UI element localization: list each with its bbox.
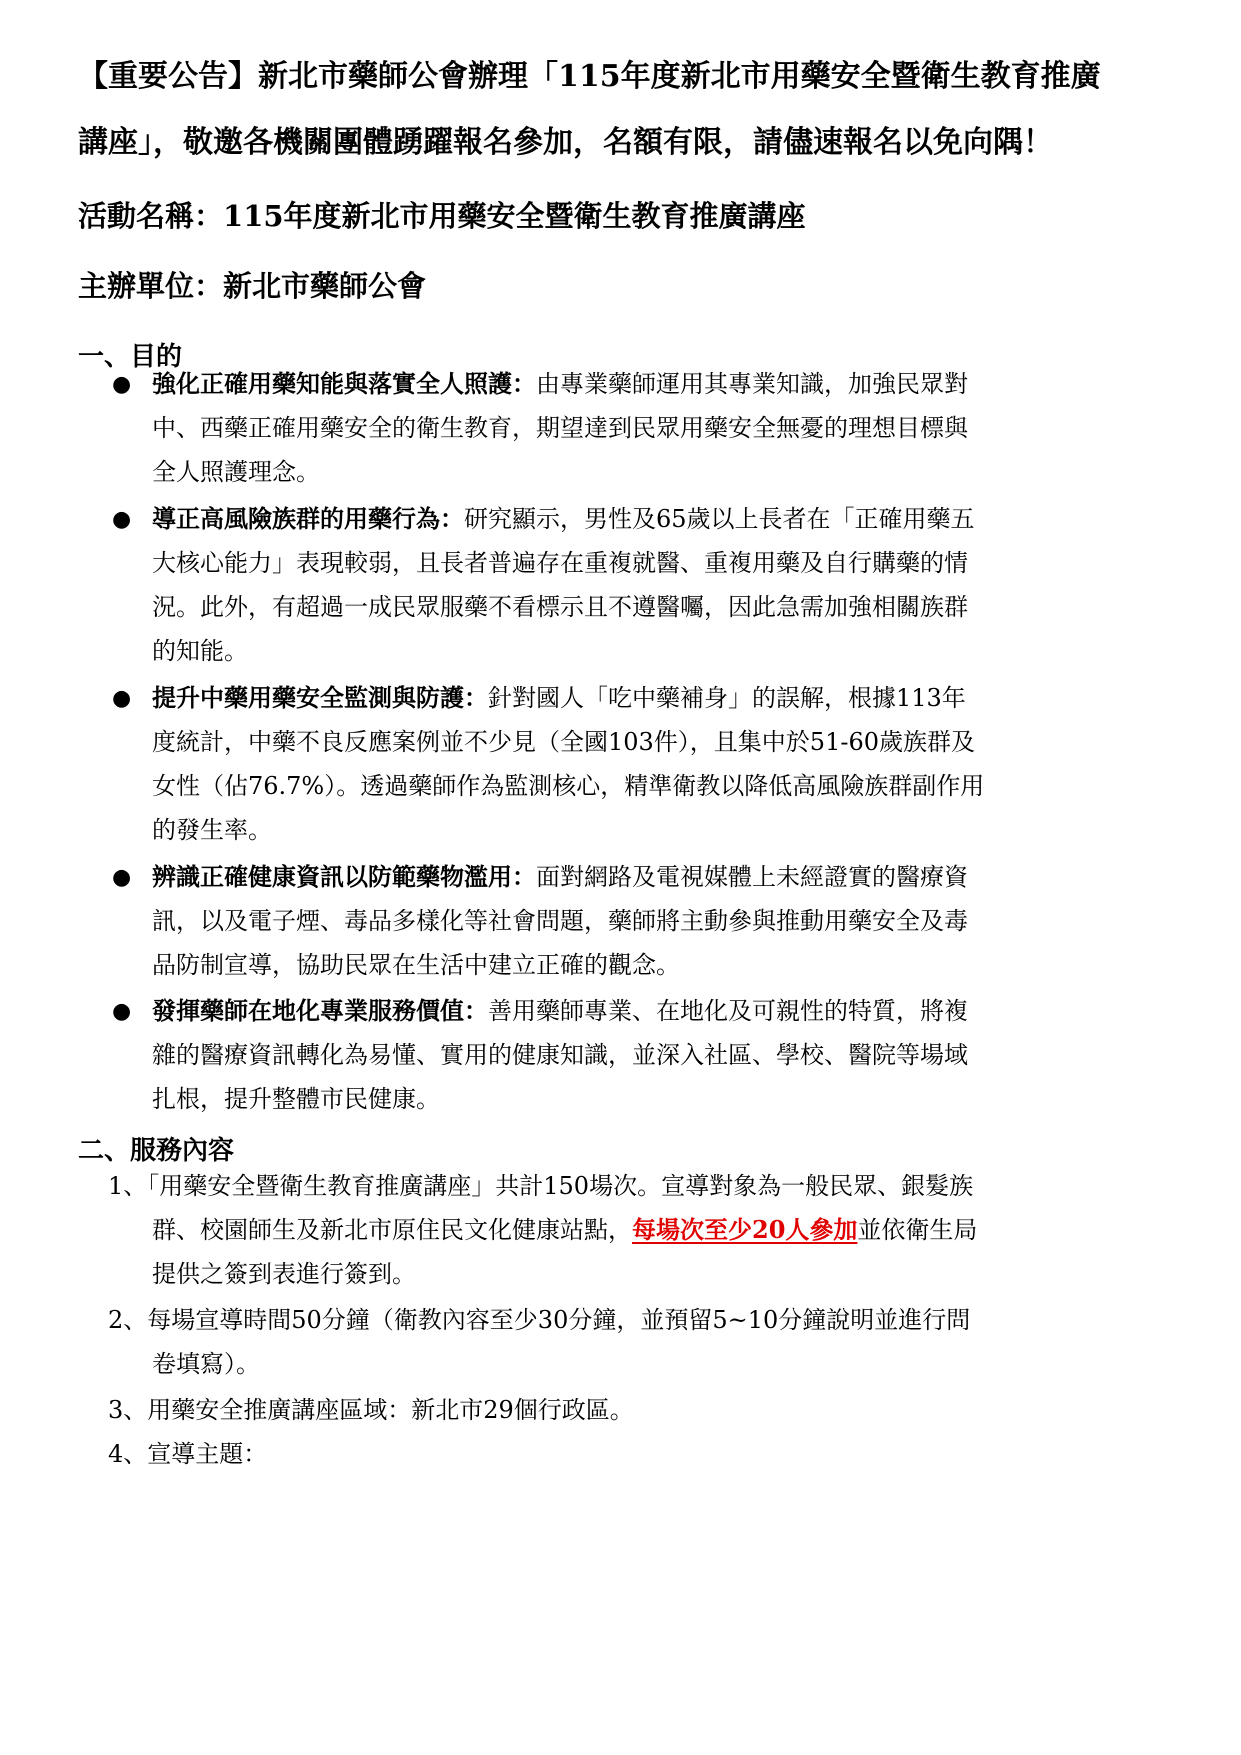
purpose-item-5-title: 發揮藥師在地化專業服務價值： bbox=[152, 996, 488, 1025]
service-item-1-line-1: 1、「用藥安全暨衛生教育推廣講座」共計150場次。宣導對象為一般民眾、銀髮族 bbox=[108, 1172, 974, 1200]
purpose-item-2-line-1: 導正高風險族群的用藥行為：研究顯示，男性及65歲以上長者在「正確用藥五 bbox=[152, 504, 975, 533]
service-item-2-line-1: 2、每場宣導時間50分鐘（衛教內容至少30分鐘，並預留5~10分鐘說明並進行問 bbox=[108, 1306, 971, 1334]
purpose-item-1-line-1: 強化正確用藥知能與落實全人照護：由專業藥師運用其專業知識，加強民眾對 bbox=[152, 369, 968, 398]
purpose-item-4-line-2: 訊，以及電子煙、毒品多樣化等社會問題，藥師將主動參與推動用藥安全及毒 bbox=[152, 907, 968, 935]
purpose-item-1-title: 強化正確用藥知能與落實全人照護： bbox=[152, 369, 536, 398]
organizer bbox=[78, 264, 426, 305]
announcement-line-1: 【重要公告】新北市藥師公會辦理「115年度新北市用藥安全暨衛生教育推廣 bbox=[78, 59, 1101, 94]
purpose-item-4-title: 辨識正確健康資訊以防範藥物濫用： bbox=[152, 862, 536, 891]
activity-name bbox=[78, 194, 806, 235]
purpose-item-5-line-2: 雜的醫療資訊轉化為易懂、實用的健康知識，並深入社區、學校、醫院等場域 bbox=[152, 1041, 968, 1069]
bullet-icon: ● bbox=[112, 372, 132, 397]
service-item-3: 3、用藥安全推廣講座區域：新北市29個行政區。 bbox=[108, 1396, 634, 1424]
activity-label: 活動名稱： bbox=[78, 199, 224, 233]
bullet-icon: ● bbox=[112, 507, 132, 532]
purpose-item-1-line-3: 全人照護理念。 bbox=[152, 458, 320, 486]
purpose-item-2-title: 導正高風險族群的用藥行為： bbox=[152, 504, 464, 533]
service-item-2-line-2: 卷填寫）。 bbox=[152, 1350, 260, 1378]
organizer-value: 新北市藥師公會 bbox=[223, 269, 427, 303]
purpose-item-3-line-1: 提升中藥用藥安全監測與防護：針對國人「吃中藥補身」的誤解，根據113年 bbox=[152, 683, 966, 712]
purpose-item-2-line-4: 的知能。 bbox=[152, 637, 248, 665]
section-1-heading: 一、目的 bbox=[78, 342, 183, 372]
bullet-icon: ● bbox=[112, 999, 132, 1024]
purpose-item-4-line-1: 辨識正確健康資訊以防範藥物濫用：面對網路及電視媒體上未經證實的醫療資 bbox=[152, 862, 968, 891]
purpose-item-5-line-3: 扎根，提升整體市民健康。 bbox=[152, 1085, 440, 1113]
purpose-item-3-title: 提升中藥用藥安全監測與防護： bbox=[152, 683, 488, 712]
purpose-item-5-line-1: 發揮藥師在地化專業服務價值：善用藥師專業、在地化及可親性的特質，將複 bbox=[152, 996, 968, 1025]
organizer-label: 主辦單位： bbox=[78, 269, 224, 303]
purpose-item-4-line-3: 品防制宣導，協助民眾在生活中建立正確的觀念。 bbox=[152, 951, 680, 979]
section-2-heading: 二、服務內容 bbox=[78, 1136, 235, 1166]
purpose-item-2-line-3: 況。此外，有超過一成民眾服藥不看標示且不遵醫囑，因此急需加強相關族群 bbox=[152, 593, 968, 621]
purpose-item-3-line-3: 女性（佔76.7%）。透過藥師作為監測核心，精準衛教以降低高風險族群副作用 bbox=[152, 772, 985, 800]
service-item-1-line-3: 提供之簽到表進行簽到。 bbox=[152, 1260, 416, 1288]
highlight-min-attendance: 每場次至少20人參加 bbox=[632, 1215, 858, 1244]
activity-value: 115年度新北市用藥安全暨衛生教育推廣講座 bbox=[223, 199, 806, 233]
purpose-item-3-line-4: 的發生率。 bbox=[152, 816, 272, 844]
purpose-item-2-line-2: 大核心能力」表現較弱，且長者普遍存在重複就醫、重複用藥及自行購藥的情 bbox=[152, 549, 968, 577]
service-item-1-line-2: 群、校園師生及新北市原住民文化健康站點，每場次至少20人參加並依衛生局 bbox=[152, 1215, 978, 1244]
purpose-item-3-line-2: 度統計，中藥不良反應案例並不少見（全國103件），且集中於51-60歲族群及 bbox=[152, 728, 975, 756]
announcement-line-2: 講座」，敬邀各機關團體踴躍報名參加，名額有限，請儘速報名以免向隅！ bbox=[78, 125, 1053, 160]
service-item-4: 4、宣導主題： bbox=[108, 1440, 268, 1468]
purpose-item-1-line-2: 中、西藥正確用藥安全的衛生教育，期望達到民眾用藥安全無憂的理想目標與 bbox=[152, 414, 968, 442]
bullet-icon: ● bbox=[112, 865, 132, 890]
bullet-icon: ● bbox=[112, 686, 132, 711]
